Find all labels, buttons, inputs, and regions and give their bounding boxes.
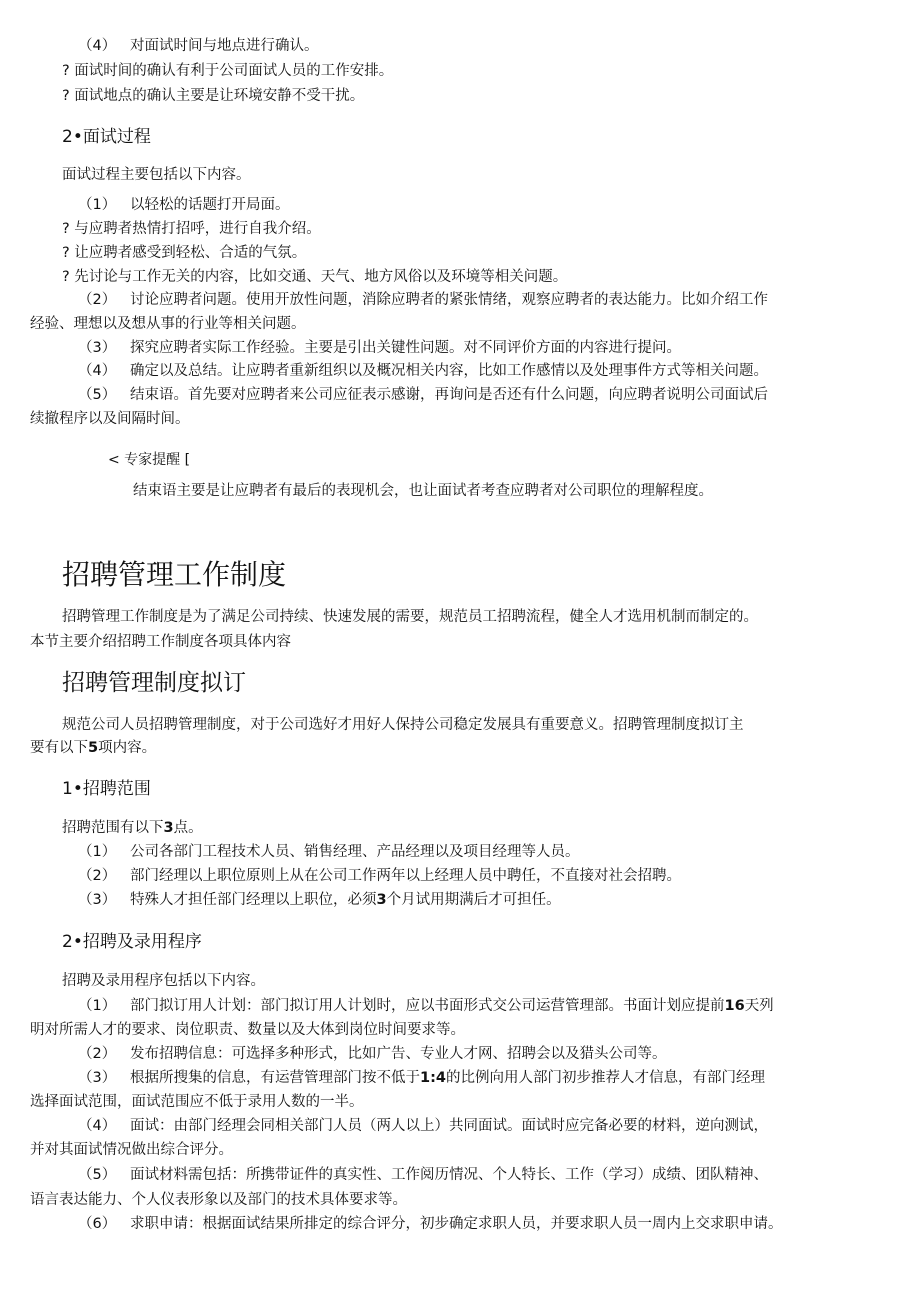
list-item (78, 1165, 768, 1185)
paragraph: 招聘及录用程序包括以下内容。 (62, 973, 265, 989)
paragraph: 招聘范围有以下3点。 (62, 820, 203, 836)
item-text: 发布招聘信息：可选择多种形式，比如广告、专业人才网、招聘会以及猎头公司等。 (130, 1046, 667, 1062)
item-number: （4） (78, 1118, 117, 1134)
item-text: 讨论应聘者问题。使用开放性问题，消除应聘者的紧张情绪，观察应聘者的表达能力。比如介绍工作 (130, 292, 768, 308)
list-item: （3） 根据所搜集的信息，有运营管理部门按不低于1:4的比例向用人部门初步推荐人才信息，有部门经理 (78, 1070, 765, 1086)
list-item (78, 1044, 667, 1064)
item-continuation: 续撤程序以及间隔时间。 (30, 411, 190, 427)
item-number: （2） (78, 292, 117, 308)
item-text: 求职申请：根据面试结果所排定的综合评分，初步确定求职人员，并要求职人员一周内上交求职申请。 (130, 1216, 783, 1232)
item-text: 对面试时间与地点进行确认。 (130, 38, 319, 54)
item-text: 面试：由部门经理会同相关部门人员（两人以上）共同面试。面试时应完备必要的材料，逆向测试， (130, 1118, 768, 1134)
item-text: 结束语。首先要对应聘者来公司应征表示感谢，再询问是否还有什么问题，向应聘者说明公司面试后 (130, 387, 768, 403)
item-number: （1） (78, 197, 117, 213)
item-text: 公司各部门工程技术人员、销售经理、产品经理以及项目经理等人员。 (130, 844, 580, 860)
list-item (78, 290, 768, 310)
item-text: 确定以及总结。让应聘者重新组织以及概况相关内容，比如工作感情以及处理事件方式等相关问题。 (130, 363, 768, 379)
item-continuation: 经验、理想以及想从事的行业等相关问题。 (30, 316, 306, 332)
item-continuation: 并对其面试情况做出综合评分。 (30, 1142, 233, 1158)
item-number: （1） (78, 844, 117, 860)
chapter-title: 招聘管理工作制度 (62, 558, 287, 591)
section-heading: 2•面试过程 (62, 127, 151, 147)
item-number: （3） (78, 892, 117, 908)
list-item (78, 385, 768, 405)
paragraph-continuation: 本节主要介绍招聘工作制度各项具体内容 (30, 634, 291, 650)
list-item (78, 195, 290, 215)
paragraph: 面试过程主要包括以下内容。 (62, 167, 251, 183)
item-number: （5） (78, 387, 117, 403)
list-item (78, 866, 681, 886)
bullet-line: ? 面试时间的确认有利于公司面试人员的工作安排。 (62, 63, 394, 79)
paragraph-continuation: 要有以下5项内容。 (30, 740, 157, 756)
item-number: （4） (78, 38, 117, 54)
expert-tip-label: < 专家提醒 [ (108, 452, 191, 468)
item-number: （1） (78, 998, 117, 1014)
item-continuation: 明对所需人才的要求、岗位职责、数量以及大体到岗位时间要求等。 (30, 1022, 465, 1038)
paragraph: 规范公司人员招聘管理制度，对于公司选好才用好人保持公司稳定发展具有重要意义。招聘管理制度拟订主 (62, 717, 744, 733)
item-number: （3） (78, 340, 117, 356)
list-item: （1） 部门拟订用人计划：部门拟订用人计划时，应以书面形式交公司运营管理部。书面计划应提前16天列 (78, 998, 774, 1014)
section-heading: 1•招聘范围 (62, 779, 151, 799)
paragraph: 招聘管理工作制度是为了满足公司持续、快速发展的需要，规范员工招聘流程，健全人才选用机制而制定的。 (62, 609, 758, 625)
item-text: 以轻松的话题打开局面。 (130, 197, 290, 213)
item-number: （2） (78, 1046, 117, 1062)
section-heading: 2•招聘及录用程序 (62, 932, 202, 952)
item-number: （2） (78, 868, 117, 884)
item-continuation: 语言表达能力、个人仪表形象以及部门的技术具体要求等。 (30, 1192, 407, 1208)
item-text: 部门经理以上职位原则上从在公司工作两年以上经理人员中聘任，不直接对社会招聘。 (130, 868, 681, 884)
bullet-line: ? 面试地点的确认主要是让环境安静不受干扰。 (62, 88, 365, 104)
item-number: （4） (78, 363, 117, 379)
list-item (78, 36, 319, 56)
list-item (78, 842, 580, 862)
item-number: （5） (78, 1167, 117, 1183)
list-item (78, 1116, 768, 1136)
item-text: 探究应聘者实际工作经验。主要是引出关键性问题。对不同评价方面的内容进行提问。 (130, 340, 681, 356)
item-text: 面试材料需包括：所携带证件的真实性、工作阅历情况、个人特长、工作（学习）成绩、团队精神、 (130, 1167, 768, 1183)
bullet-line: ? 与应聘者热情打招呼，进行自我介绍。 (62, 221, 321, 237)
expert-tip-text: 结束语主要是让应聘者有最后的表现机会，也让面试者考查应聘者对公司职位的理解程度。 (133, 483, 713, 499)
bullet-line: ? 先讨论与工作无关的内容，比如交通、天气、地方风俗以及环境等相关问题。 (62, 269, 568, 285)
section-title: 招聘管理制度拟订 (62, 670, 246, 696)
item-number: （3） (78, 1070, 117, 1086)
item-number: （6） (78, 1216, 117, 1232)
bullet-line: ? 让应聘者感受到轻松、合适的气氛。 (62, 245, 307, 261)
list-item (78, 338, 681, 358)
list-item: （3） 特殊人才担任部门经理以上职位，必须3个月试用期满后才可担任。 (78, 892, 561, 908)
item-continuation: 选择面试范围，面试范围应不低于录用人数的一半。 (30, 1094, 364, 1110)
list-item (78, 361, 768, 381)
list-item (78, 1214, 783, 1234)
